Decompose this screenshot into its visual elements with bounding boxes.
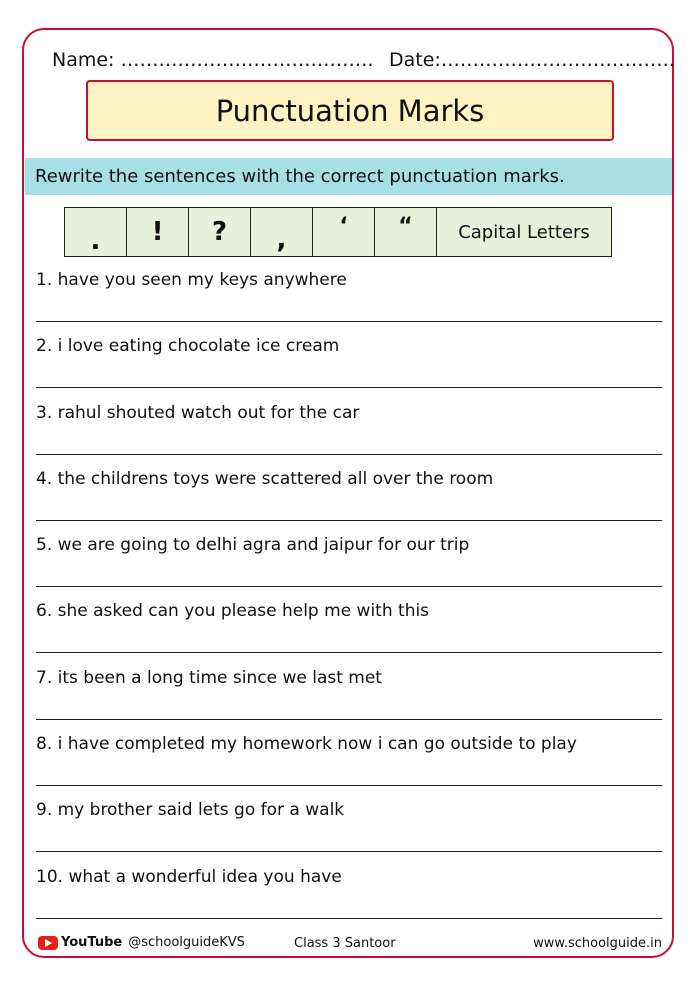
question-item [36, 465, 666, 531]
answer-line[interactable] [36, 520, 662, 521]
question-item [36, 399, 666, 465]
answer-line[interactable] [36, 387, 662, 388]
date-field[interactable]: Date:………………………………. [389, 49, 675, 71]
question-text: 8. i have completed my homework now i can go outside to play [36, 734, 577, 755]
answer-line[interactable] [36, 321, 662, 322]
name-date-row [52, 49, 675, 77]
mark-question: ? [189, 208, 251, 257]
answer-line[interactable] [36, 785, 662, 786]
answer-line[interactable] [36, 918, 662, 919]
question-item [36, 531, 666, 597]
question-text: 5. we are going to delhi agra and jaipur for our trip [36, 535, 470, 556]
footer [38, 934, 662, 954]
class-label: Class 3 Santoor [294, 936, 396, 951]
mark-exclamation: ! [127, 208, 189, 257]
mark-comma: , [251, 208, 313, 257]
answer-line[interactable] [36, 851, 662, 852]
mark-apostrophe: ‘ [313, 208, 375, 257]
question-item [36, 266, 666, 332]
question-item [36, 730, 666, 796]
question-item [36, 796, 666, 862]
answer-line[interactable] [36, 652, 662, 653]
answer-line[interactable] [36, 454, 662, 455]
question-text: 3. rahul shouted watch out for the car [36, 402, 360, 423]
question-text: 7. its been a long time since we last met [36, 667, 382, 688]
mark-quotation: “ [375, 208, 437, 257]
youtube-handle: @schoolguideKVS [128, 935, 245, 950]
question-text: 6. she asked can you please help me with this [36, 601, 430, 622]
name-field[interactable]: Name: …………………………………. [52, 49, 374, 71]
question-item [36, 332, 666, 398]
worksheet-title: Punctuation Marks [86, 80, 614, 141]
question-text: 10. what a wonderful idea you have [36, 866, 342, 887]
youtube-icon [38, 936, 58, 950]
question-text: 9. my brother said lets go for a walk [36, 800, 345, 821]
punctuation-marks-table [64, 207, 612, 257]
youtube-credit[interactable] [38, 935, 245, 950]
website-link[interactable]: www.schoolguide.in [533, 936, 662, 951]
mark-full-stop: . [65, 208, 127, 257]
answer-line[interactable] [36, 719, 662, 720]
question-text: 1. have you seen my keys anywhere [36, 270, 347, 290]
mark-capital-letters: Capital Letters [437, 208, 612, 257]
question-item [36, 863, 666, 929]
question-item [36, 664, 666, 730]
question-text: 4. the childrens toys were scattered all over the room [36, 468, 494, 489]
youtube-wordmark: YouTube [61, 935, 123, 950]
question-text: 2. i love eating chocolate ice cream [36, 336, 340, 357]
answer-line[interactable] [36, 586, 662, 587]
questions-list [36, 266, 666, 929]
question-item [36, 597, 666, 663]
instruction-banner: Rewrite the sentences with the correct punctuation marks. [25, 158, 672, 195]
